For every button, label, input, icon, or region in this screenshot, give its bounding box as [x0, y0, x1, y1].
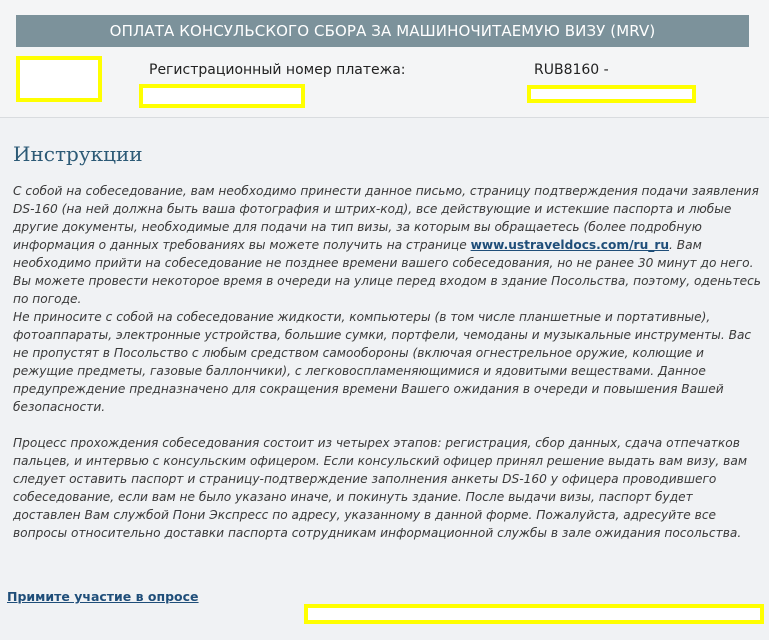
instructions-title: Инструкции: [13, 142, 143, 166]
registration-number-label: Регистрационный номер платежа:: [149, 62, 406, 78]
redacted-field: [304, 604, 764, 624]
instructions-paragraph-2: Процесс прохождения собеседования состоит из четырех этапов: регистрация, сбор данных, сдача отпечатков пальцев, и интервью с консульским офицером. Если консульский офицер принял решение выдать вам визу, вам следует оставить паспорт и страницу-подтверждение заполнения анкеты DS-160 у офицера проводившего собеседование, если вам не было указано иначе, и покинуть здание. После выдачи визы, паспорт будет доставлен Вам службой Пони Экспресс по адресу, указанному в данной форме. Пожалуйста, адресуйте все вопросы относительно доставки паспорта сотрудникам информационной службы в зале ожидания посольства.: [13, 436, 748, 540]
redacted-photo-block: [16, 56, 102, 102]
section-divider: [0, 117, 769, 118]
page-header-title: ОПЛАТА КОНСУЛЬСКОГО СБОРА ЗА МАШИНОЧИТАЕМУЮ ВИЗУ (MRV): [16, 15, 749, 47]
redacted-field: [139, 84, 305, 108]
instructions-paragraph-1: [13, 182, 763, 416]
instructions-text: Не приносите с собой на собеседование жидкости, компьютеры (в том числе планшетные и портативные), фотоаппараты, электронные устройства, большие сумки, портфели, чемоданы и музыкальные инструменты. Вас не пропустят в Посольство с любым средством самообороны (включая огнестрельное оружие, колющие и режущие предметы, газовые баллончики), с легковоспламеняющимися и ядовитыми веществами. Данное предупреждение предназначено для сокращения времени Вашего ожидания в очереди и повышения Вашей безопасности.: [13, 310, 752, 414]
survey-link[interactable]: Примите участие в опросе: [7, 589, 199, 604]
ustraveldocs-link[interactable]: www.ustraveldocs.com/ru_ru: [470, 238, 670, 252]
redacted-field: [527, 85, 696, 103]
instructions-text: . Вам необходимо прийти на собеседование не позднее времени вашего собеседования, но не ранее 30 минут до него. Вы можете провести некоторое время в очереди на улице перед входом в здание Посольства, поэтому, оденьтесь по погоде.: [13, 238, 761, 306]
registration-number-value: RUB8160 -: [534, 62, 609, 78]
instructions-text: С собой на собеседование, вам необходимо принести данное письмо, страницу подтверждения подачи заявления DS-160 (на ней должна быть ваша фотография и штрих-код), все действующие и истекшие паспорта и любые другие документы, необходимые для подачи на тип визы, за которым вы обращаетесь (более подробную информация о данных требованиях вы можете получить на странице: [13, 184, 759, 252]
